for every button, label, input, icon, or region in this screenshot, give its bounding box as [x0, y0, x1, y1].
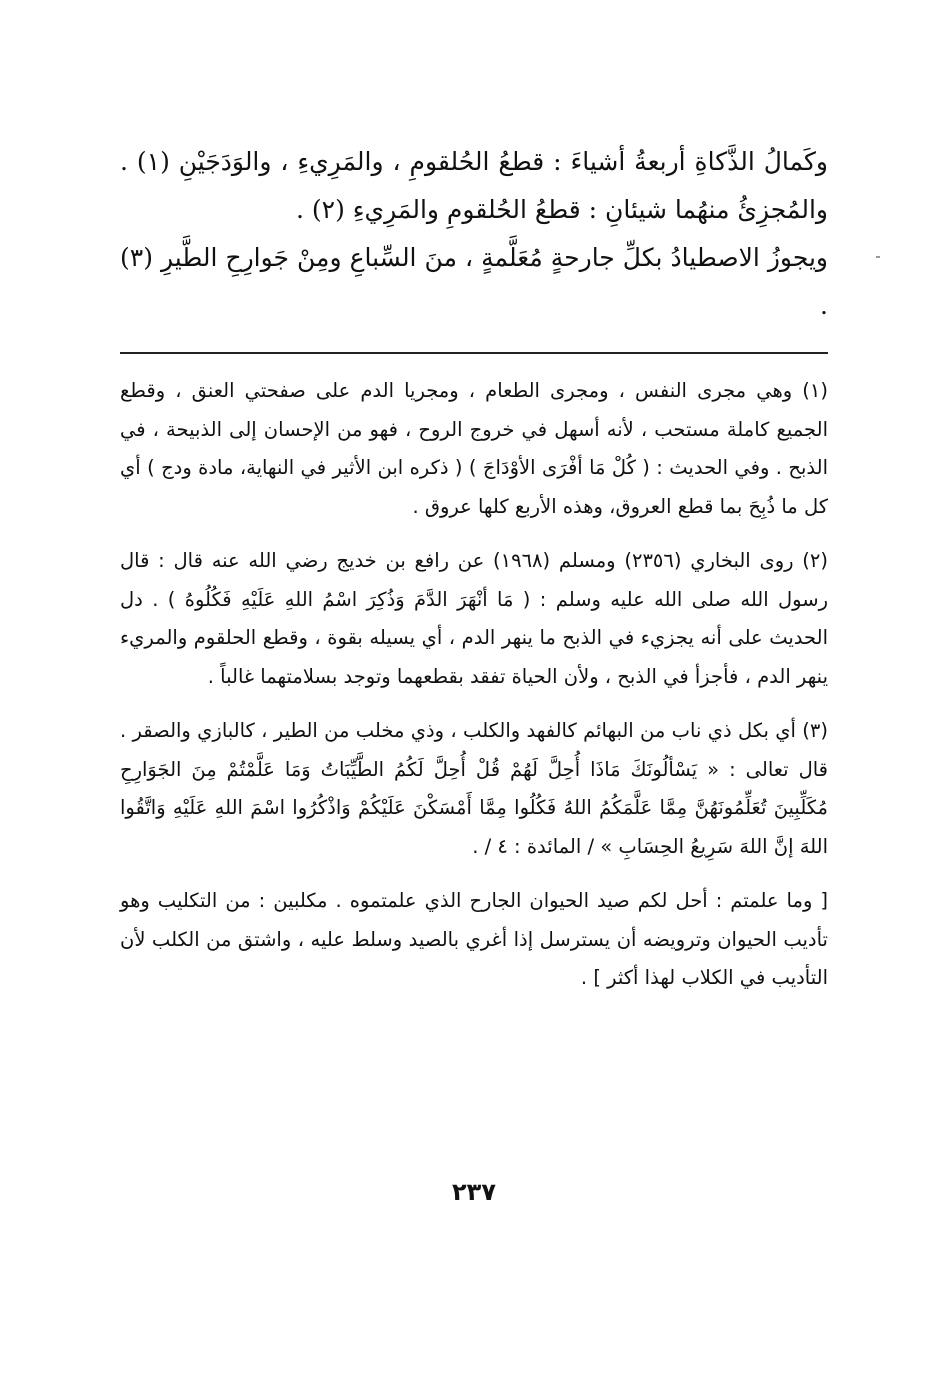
footnote-1: (١) وهي مجرى النفس ، ومجرى الطعام ، ومجريا الدم على صفحتي العنق ، وقطع الجميع كاملة مستحب ، لأنه أسهل في خروج الروح ، فهو من الإحسان إلى الذبيحة ، في الذبح . وفي الحديث : ( كُلْ مَا أفْرَى الأوْدَاجَ ) ( ذكره ابن الأثير في النهاية، مادة ودج ) أي كل ما ذُبِحَ بما قطع العروق، وهذه الأربع كلها عروق . — [120, 379, 828, 518]
footnote-2: (٢) روى البخاري (٢٣٥٦) ومسلم (١٩٦٨) عن رافع بن خديج رضي الله عنه قال : قال رسول الله صلى الله عليه وسلم : ( مَا أنْهَرَ الدَّمَ وَذُكِرَ اسْمُ اللهِ عَلَيْهِ فَكُلُوهُ ) . دل الحديث على أنه يجزيء في الذبح ما ينهر الدم ، أي يسيله بقوة ، وقطع الحلقوم والمريء ينهر الدم ، فأجزأ في الذبح ، ولأن الحياة تفقد بقطعهما وتوجد بسلامتهما غالباً . — [120, 549, 828, 688]
footnote-4-commentary: [ وما علمتم : أحل لكم صيد الحيوان الجارح الذي علمتموه . مكلبين : من التكليب وهو تأديب الحيوان وترويضه أن يسترسل إذا أغري بالصيد وسلط عليه ، واشتق من الكلب لأن التأديب في الكلاب لهذا أكثر ] . — [120, 889, 828, 989]
footnote-3: (٣) أي بكل ذي ناب من البهائم كالفهد والكلب ، وذي مخلب من الطير ، كالبازي والصقر . قال تعالى : « يَسْألُونَكَ مَاذَا أُحِلَّ لَهُمْ قُلْ أُحِلَّ لَكُمُ الطَّيِّبَاتُ وَمَا عَلَّمْتُمْ مِنَ الجَوَارِحِ مُكَلِّبِينَ تُعَلِّمُونَهُنَّ مِمَّا عَلَّمَكُمُ اللهُ فَكُلُوا مِمَّا أَمْسَكْنَ عَلَيْكُمْ وَاذْكُرُوا اسْمَ اللهِ عَلَيْهِ وَاتَّقُوا اللهَ إنَّ اللهَ سَرِيعُ الحِسَابِ » / المائدة : ٤ / . — [120, 719, 828, 858]
footnotes — [120, 372, 828, 998]
footnote-divider — [120, 352, 828, 354]
main-text — [120, 138, 828, 330]
page-body — [120, 138, 828, 1012]
main-paragraph-2: ويجوزُ الاصطيادُ بكلِّ جارحةٍ مُعَلَّمةٍ ، منَ السِّباعِ ومِنْ جَوارِحِ الطَّيرِ (٣) . — [120, 243, 828, 320]
main-paragraph-1: وكَمالُ الذَّكاةِ أربعةُ أشياءَ : قطعُ الحُلقومِ ، والمَرِيءِ ، والوَدَجَيْنِ (١) . والمُجزِئُ منهُما شيئانِ : قطعُ الحُلقومِ والمَرِيءِ (٢) . — [120, 147, 828, 224]
page-number: ٢٣٧ — [452, 1178, 496, 1206]
scan-speck — [876, 256, 880, 258]
